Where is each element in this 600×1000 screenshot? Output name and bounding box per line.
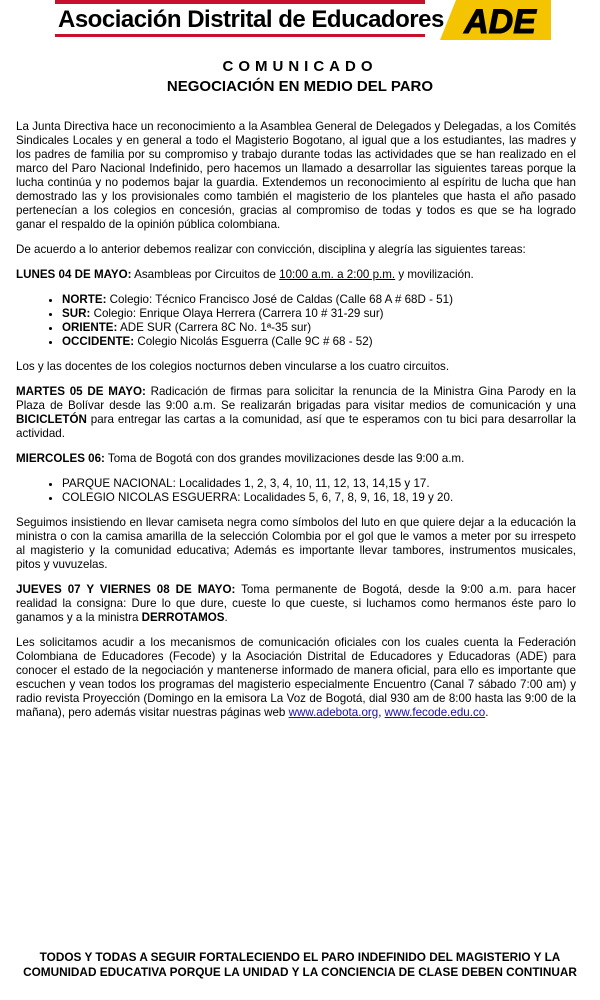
bicicleton-text: BICICLETÓN — [16, 413, 87, 426]
thursday-paragraph — [16, 583, 576, 625]
closing-statement: TODOS Y TODAS A SEGUIR FORTALECIENDO EL PARO INDEFINIDO DEL MAGISTERIO Y LA COMUNIDAD EDUCATIVA PORQUE LA UNIDAD Y LA CONCIENCIA DE CLASE DEBEN CONTINUAR — [23, 950, 577, 979]
wednesday-text: Toma de Bogotá con dos grandes movilizaciones desde las 9:00 a.m. — [104, 452, 465, 465]
document-title: COMUNICADO — [222, 58, 378, 75]
communication-paragraph — [16, 636, 576, 720]
circuit-label: NORTE: — [62, 293, 107, 306]
communication-text: Les solicitamos acudir a los mecanismos de comunicación oficiales con los cuales cuenta la Federación Colombiana de Educadores (Fecode) y la Asociación Distrital de Educadores y Educadoras (ADE) para conocer el estado de la negociación y mantenerse informado de manera oficial, para ello es importante que escuchen y vean todos los programas del magisterio especialmente Encuentro (Canal 7 sábado 7:00 am) y radio revista Proyección (Domingo en la emisora La Voz de Bogotá, dial 930 am de 8:00 hasta las 9:00 de la mañana), pero además visitar nuestras páginas web — [16, 636, 576, 719]
thursday-label: JUEVES 07 Y VIERNES 08 DE MAYO: — [16, 583, 236, 596]
monday-text-end: y movilización. — [395, 268, 474, 281]
list-item: • PARQUE NACIONAL: Localidades 1, 2, 3, 4, 10, 11, 12, 13, 14,15 y 17. — [62, 477, 576, 491]
adebota-link[interactable]: www.adebota.org — [288, 706, 379, 719]
communication-end: . — [485, 706, 489, 719]
header-red-line-bottom — [55, 34, 425, 37]
ade-logo-icon — [438, 0, 553, 40]
circuit-text: Colegio: Enrique Olaya Herrera (Carrera 10 # 31-29 sur) — [90, 307, 384, 320]
list-item: • COLEGIO NICOLAS ESGUERRA: Localidades 5, 6, 7, 8, 9, 16, 18, 19 y 20. — [62, 491, 576, 505]
header — [0, 0, 600, 48]
list-item — [62, 321, 576, 335]
list-item — [62, 335, 576, 349]
document-subtitle: NEGOCIACIÓN EN MEDIO DEL PARO — [166, 78, 434, 95]
monday-text: Asambleas por Circuitos de — [131, 268, 280, 281]
wednesday-paragraph — [16, 452, 576, 466]
intro-paragraph: La Junta Directiva hace un reconocimiento a la Asamblea General de Delegados y Delegadas, a los Comités Sindicales Locales y en general a todo el Magisterio Bogotano, al igual que a los estudiantes, las madres y los padres de familia por su compromiso y trabajo durante todas las actividades que se han realizado en el marco del Paro Nacional Indefinido, pero hacemos un llamado a desarrollar las siguientes tareas porque la lucha continúa y no podemos bajar la guardia. Extendemos un reconocimiento al espíritu de lucha que han demostrado las y los provisionales como también el magisterio de los planteles que hasta el año pasado pertenecían a los colegios en concesión, gracias al compromiso de todas y todos es que se ha logrado ganar el respaldo de la opinión pública colombiana. — [16, 120, 576, 231]
list-item — [62, 293, 576, 307]
monday-circuits-list — [16, 293, 576, 349]
circuit-text: ADE SUR (Carrera 8C No. 1ª-35 sur) — [117, 321, 312, 334]
tuesday-text: Radicación de firmas para solicitar la renuncia de la Ministra Gina Parody en la Plaza de Bolívar desde las 9:00 a.m. Se realizarán brigadas para visitar medios de comunicación y una — [16, 385, 576, 412]
wednesday-list — [16, 477, 576, 505]
circuit-text: Colegio Nicolás Esguerra (Calle 9C # 68 - 52) — [134, 335, 373, 348]
thursday-text-end: . — [224, 611, 228, 624]
circuit-label: SUR: — [62, 307, 91, 320]
fecode-link[interactable]: www.fecode.edu.co — [384, 706, 486, 719]
thursday-text: Toma permanente de Bogotá, desde la 9:00 a.m. para hacer realidad la consigna: Dure lo que dure, cueste lo que cueste, si luchamos como hermanos éste paro lo ganamos y a la ministra — [16, 583, 576, 624]
list-item — [62, 307, 576, 321]
svg-text:ADE: ADE — [464, 3, 536, 40]
header-red-line-top — [55, 0, 425, 4]
circuit-label: OCCIDENTE: — [62, 335, 135, 348]
monday-paragraph — [16, 268, 576, 282]
monday-label: LUNES 04 DE MAYO: — [16, 268, 132, 281]
link-separator: , — [378, 706, 385, 719]
monday-time: 10:00 a.m. a 2:00 p.m. — [279, 268, 396, 281]
wednesday-label: MIERCOLES 06: — [16, 452, 105, 465]
derrotamos-text: DERROTAMOS — [141, 611, 225, 624]
tuesday-text-end: para entregar las cartas a la comunidad, así que te esperamos con tu bici para desarrollar la actividad. — [16, 413, 576, 440]
camiseta-paragraph: Seguimos insistiendo en llevar camiseta negra como símbolos del luto en que quiere dejar a la educación la ministra o con la camisa amarilla de la selección Colombia por el gol que le vamos a meter por su irrespeto al magisterio y la comunidad educativa; Además es importante llevar tambores, instrumentos musicales, pitos y vuvuzelas. — [16, 516, 576, 571]
organization-name: Asociación Distrital de Educadores — [58, 6, 444, 33]
circuit-text: Colegio: Técnico Francisco José de Caldas (Calle 68 A # 68D - 51) — [106, 293, 453, 306]
tasks-intro-paragraph: De acuerdo a lo anterior debemos realizar con convicción, disciplina y alegría las siguientes tareas: — [16, 243, 526, 256]
nocturnos-paragraph: Los y las docentes de los colegios nocturnos deben vincularse a los cuatro circuitos. — [16, 360, 450, 373]
tuesday-label: MARTES 05 DE MAYO: — [16, 385, 146, 398]
document-body — [16, 120, 576, 731]
circuit-label: ORIENTE: — [62, 321, 118, 334]
tuesday-paragraph — [16, 385, 576, 441]
